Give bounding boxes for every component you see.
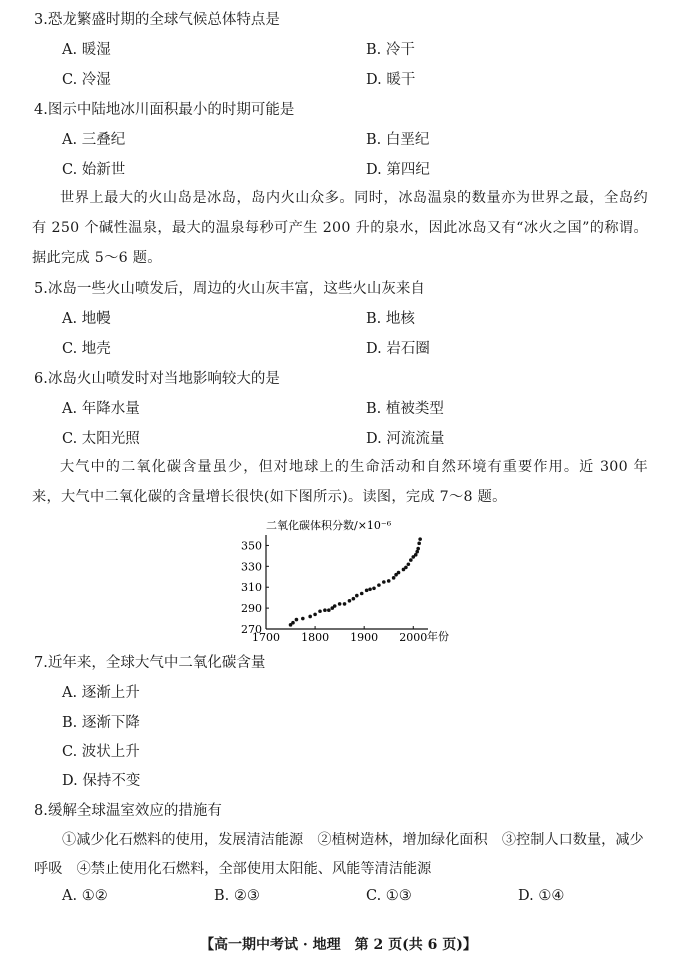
x-tick-label: 2000 — [399, 631, 428, 644]
y-tick-label: 310 — [241, 581, 262, 595]
data-point — [355, 594, 359, 598]
question-6-option-a: A. 年降水量 — [62, 401, 140, 417]
question-3-option-c: C. 冷湿 — [62, 72, 111, 88]
x-tick-label: 1800 — [301, 631, 330, 644]
data-point — [368, 588, 372, 592]
question-8-option-b: B. ②③ — [214, 888, 260, 904]
question-8-measures-line-1: ①减少化石燃料的使用，发展清洁能源 ②植树造林，增加绿化面积 ③控制人口数量，减少 — [62, 832, 644, 848]
question-6-option-b: B. 植被类型 — [366, 401, 444, 417]
question-8-option-c: C. ①③ — [366, 888, 412, 904]
data-point — [295, 618, 299, 622]
data-point — [308, 615, 312, 619]
co2-chart — [228, 515, 468, 645]
question-5-option-b: B. 地核 — [366, 311, 415, 327]
x-tick-label: 1700 — [252, 631, 280, 644]
page-footer: 【高一期中考试 · 地理 第 2 页(共 6 页)】 — [200, 937, 477, 953]
y-tick-label: 270 — [241, 623, 262, 636]
x-tick-label: 1900 — [350, 631, 379, 644]
data-point — [418, 537, 422, 541]
passage-iceland: 世界上最大的火山岛是冰岛，岛内火山众多。同时，冰岛温泉的数量亦为世界之最，全岛约有 250 个碱性温泉，最大的温泉每秒可产生 200 升的泉水，因此冰岛又有“冰火之国”的称谓。据此完成 5～6 题。 — [32, 190, 648, 266]
data-point — [397, 571, 401, 575]
data-point — [392, 576, 396, 580]
question-5-stem: 5.冰岛一些火山喷发后，周边的火山灰丰富，这些火山灰来自 — [34, 281, 425, 297]
data-point — [323, 608, 327, 612]
question-5-option-d: D. 岩石圈 — [366, 341, 430, 357]
question-4-option-c: C. 始新世 — [62, 162, 126, 178]
data-point — [365, 589, 369, 593]
data-point — [415, 550, 419, 554]
data-point — [407, 562, 411, 566]
y-tick-label: 290 — [241, 602, 262, 616]
question-5-option-a: A. 地幔 — [62, 311, 111, 327]
x-axis-label: 年份 — [427, 630, 449, 643]
data-point — [360, 592, 364, 596]
question-7-option-c: C. 波状上升 — [62, 744, 140, 760]
question-8-option-d: D. ①④ — [518, 888, 565, 904]
data-point — [387, 579, 391, 583]
question-3-option-d: D. 暖干 — [366, 72, 416, 88]
question-7-option-d: D. 保持不变 — [62, 773, 141, 789]
question-8-option-a: A. ①② — [62, 888, 108, 904]
question-8-stem: 8.缓解全球温室效应的措施有 — [34, 803, 222, 819]
question-4-option-a: A. 三叠纪 — [62, 132, 126, 148]
question-3-option-b: B. 冷干 — [366, 42, 415, 58]
data-point — [338, 602, 342, 606]
question-3-stem: 3.恐龙繁盛时期的全球气候总体特点是 — [34, 12, 280, 28]
question-6-option-d: D. 河流流量 — [366, 431, 445, 447]
question-3-option-a: A. 暖湿 — [62, 42, 111, 58]
question-4-stem: 4.图示中陆地冰川面积最小的时期可能是 — [34, 102, 295, 118]
data-point — [348, 599, 352, 603]
question-7-stem: 7.近年来，全球大气中二氧化碳含量 — [34, 655, 266, 671]
question-7-option-a: A. 逐渐上升 — [62, 685, 140, 701]
question-6-option-c: C. 太阳光照 — [62, 431, 140, 447]
data-point — [372, 586, 376, 590]
chart-title: 二氧化碳体积分数/×10⁻⁶ — [266, 519, 392, 532]
data-point — [414, 553, 418, 557]
data-point — [343, 602, 347, 606]
data-point — [404, 566, 408, 570]
passage-co2: 大气中的二氧化碳含量虽少，但对地球上的生命活动和自然环境有重要作用。近 300 年来，大气中二氧化碳的含量增长很快(如下图所示)。读图，完成 7～8 题。 — [32, 459, 648, 505]
data-point — [333, 604, 337, 608]
question-4-option-b: B. 白垩纪 — [366, 132, 430, 148]
data-point — [416, 547, 420, 551]
y-tick-label: 330 — [241, 560, 262, 574]
data-point — [318, 609, 322, 613]
data-point — [417, 542, 421, 546]
question-6-stem: 6.冰岛火山喷发时对当地影响较大的是 — [34, 371, 280, 387]
question-4-option-d: D. 第四纪 — [366, 162, 430, 178]
data-point — [382, 580, 386, 584]
data-point — [377, 583, 381, 587]
y-tick-label: 350 — [241, 539, 262, 553]
data-point — [409, 558, 413, 562]
data-point — [291, 621, 295, 625]
question-8-measures-line-2: 呼吸 ④禁止使用化石燃料，全部使用太阳能、风能等清洁能源 — [34, 861, 432, 877]
data-point — [301, 617, 305, 621]
data-point — [313, 613, 317, 617]
data-point — [327, 608, 331, 612]
question-5-option-c: C. 地壳 — [62, 341, 111, 357]
data-point — [352, 597, 356, 601]
question-7-option-b: B. 逐渐下降 — [62, 715, 140, 731]
